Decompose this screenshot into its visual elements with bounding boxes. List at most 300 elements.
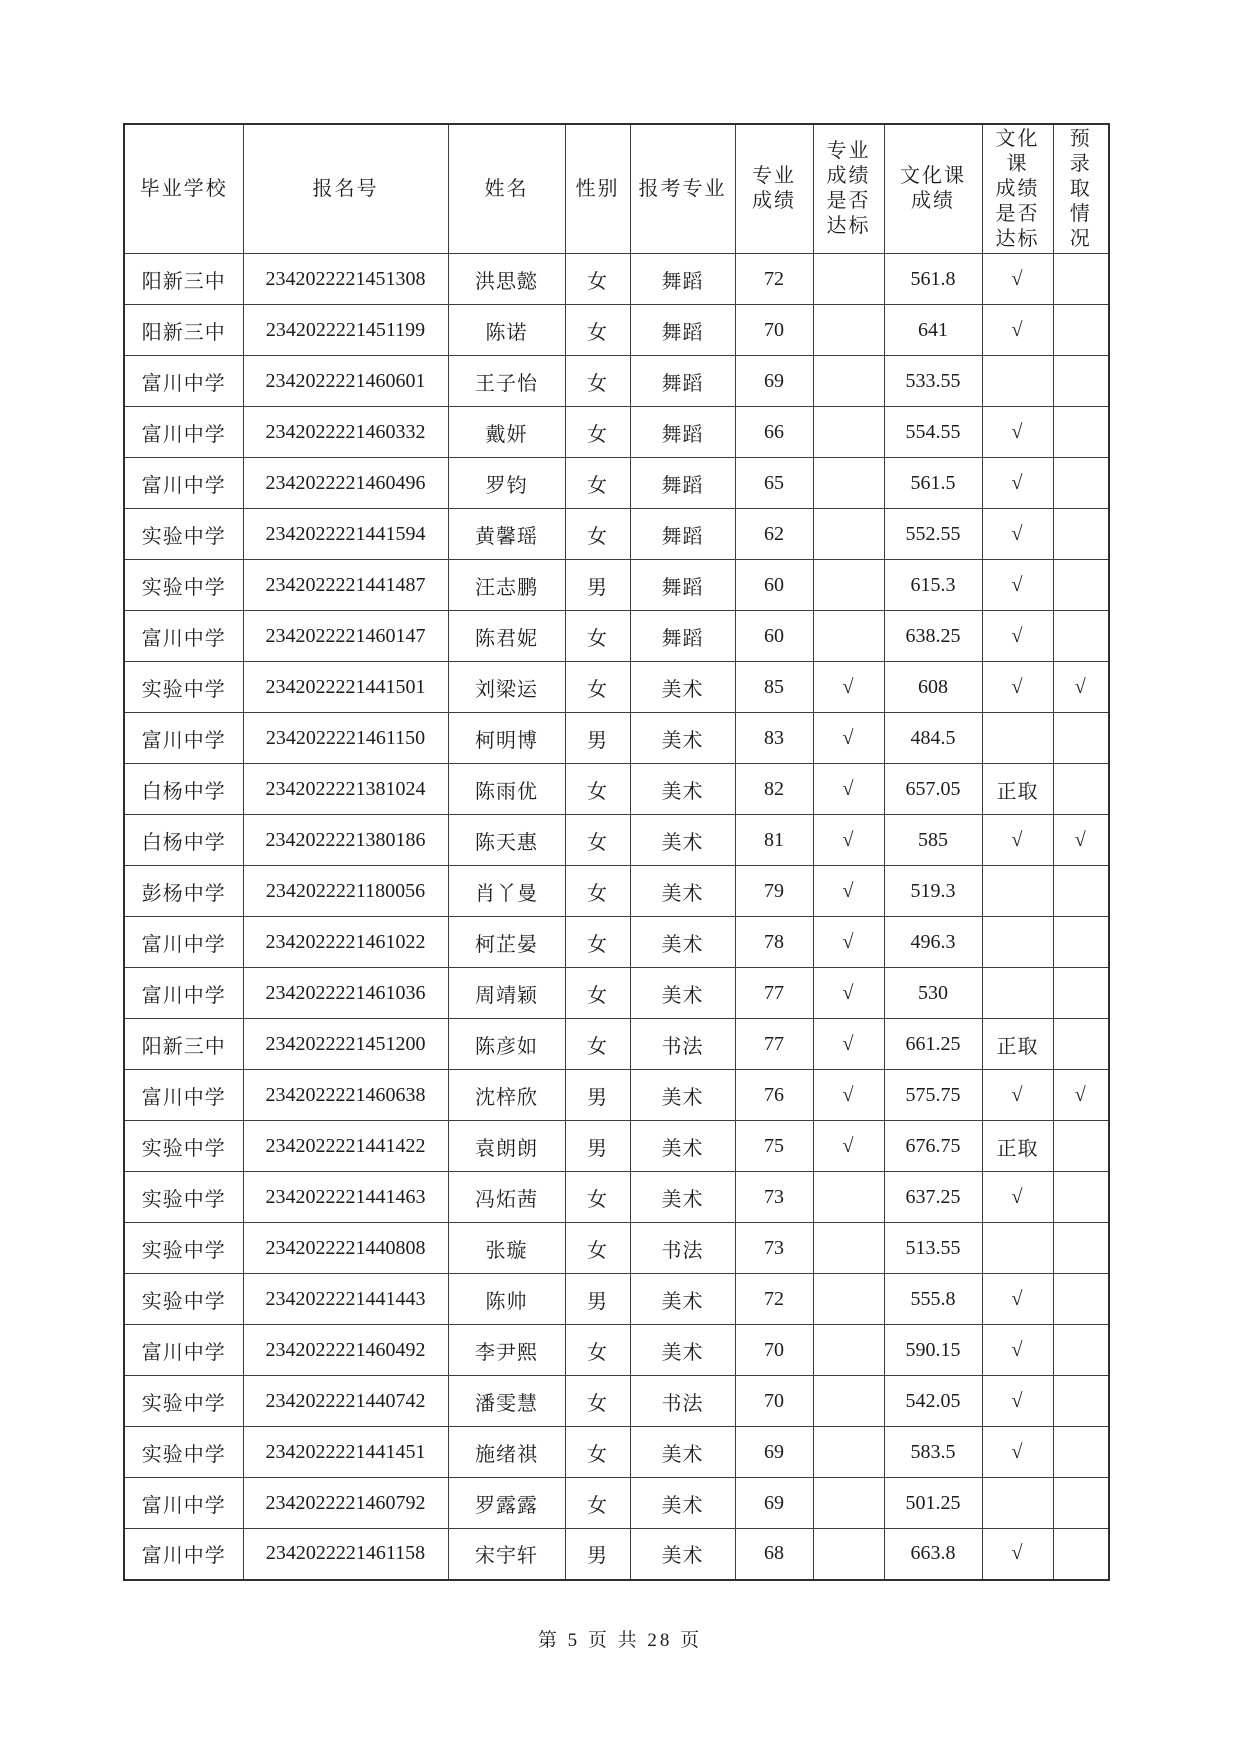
cell-major-pass: √ bbox=[813, 1121, 884, 1172]
cell-school: 阳新三中 bbox=[124, 1019, 243, 1070]
cell-major: 美术 bbox=[630, 1529, 735, 1580]
cell-reg-no: 2342022221460601 bbox=[243, 356, 448, 407]
cell-reg-no: 2342022221441443 bbox=[243, 1274, 448, 1325]
cell-school: 实验中学 bbox=[124, 1376, 243, 1427]
cell-gender: 女 bbox=[565, 764, 630, 815]
cell-culture-score: 530 bbox=[884, 968, 982, 1019]
cell-major-score: 70 bbox=[735, 305, 813, 356]
cell-major-score: 73 bbox=[735, 1223, 813, 1274]
cell-reg-no: 2342022221381024 bbox=[243, 764, 448, 815]
cell-culture-pass: √ bbox=[982, 1172, 1053, 1223]
score-table bbox=[123, 123, 1110, 1581]
header-school: 毕业学校 bbox=[124, 124, 243, 254]
cell-major-score: 76 bbox=[735, 1070, 813, 1121]
cell-school: 富川中学 bbox=[124, 407, 243, 458]
cell-culture-pass: √ bbox=[982, 458, 1053, 509]
cell-name: 冯炻茜 bbox=[448, 1172, 565, 1223]
cell-gender: 女 bbox=[565, 1427, 630, 1478]
cell-culture-pass: √ bbox=[982, 560, 1053, 611]
cell-gender: 女 bbox=[565, 1172, 630, 1223]
cell-major-pass bbox=[813, 560, 884, 611]
cell-culture-score: 555.8 bbox=[884, 1274, 982, 1325]
cell-culture-score: 663.8 bbox=[884, 1529, 982, 1580]
table-row bbox=[124, 1274, 1109, 1325]
cell-culture-pass: √ bbox=[982, 254, 1053, 305]
cell-major-score: 65 bbox=[735, 458, 813, 509]
cell-name: 戴妍 bbox=[448, 407, 565, 458]
cell-school: 实验中学 bbox=[124, 1427, 243, 1478]
cell-major-pass: √ bbox=[813, 815, 884, 866]
cell-reg-no: 2342022221461022 bbox=[243, 917, 448, 968]
cell-culture-pass: 正取 bbox=[982, 764, 1053, 815]
cell-reg-no: 2342022221441451 bbox=[243, 1427, 448, 1478]
cell-gender: 男 bbox=[565, 1070, 630, 1121]
cell-major-pass bbox=[813, 509, 884, 560]
cell-name: 罗露露 bbox=[448, 1478, 565, 1529]
cell-major: 舞蹈 bbox=[630, 407, 735, 458]
cell-reg-no: 2342022221441594 bbox=[243, 509, 448, 560]
cell-culture-pass: √ bbox=[982, 611, 1053, 662]
cell-reg-no: 2342022221460332 bbox=[243, 407, 448, 458]
cell-major-pass: √ bbox=[813, 917, 884, 968]
cell-major-pass bbox=[813, 1172, 884, 1223]
cell-gender: 女 bbox=[565, 1223, 630, 1274]
table-row bbox=[124, 662, 1109, 713]
cell-culture-pass: √ bbox=[982, 509, 1053, 560]
cell-name: 陈君妮 bbox=[448, 611, 565, 662]
cell-gender: 女 bbox=[565, 254, 630, 305]
header-major: 报考专业 bbox=[630, 124, 735, 254]
cell-reg-no: 2342022221461158 bbox=[243, 1529, 448, 1580]
cell-culture-pass: √ bbox=[982, 1070, 1053, 1121]
cell-gender: 女 bbox=[565, 815, 630, 866]
cell-culture-score: 585 bbox=[884, 815, 982, 866]
cell-reg-no: 2342022221441422 bbox=[243, 1121, 448, 1172]
cell-admission bbox=[1053, 1172, 1109, 1223]
cell-name: 柯芷晏 bbox=[448, 917, 565, 968]
table-row bbox=[124, 866, 1109, 917]
cell-culture-score: 533.55 bbox=[884, 356, 982, 407]
cell-school: 阳新三中 bbox=[124, 254, 243, 305]
cell-major-score: 60 bbox=[735, 560, 813, 611]
cell-admission bbox=[1053, 1274, 1109, 1325]
table-row bbox=[124, 1529, 1109, 1580]
cell-admission bbox=[1053, 305, 1109, 356]
cell-gender: 女 bbox=[565, 509, 630, 560]
cell-school: 富川中学 bbox=[124, 1325, 243, 1376]
cell-culture-pass bbox=[982, 713, 1053, 764]
cell-school: 富川中学 bbox=[124, 1478, 243, 1529]
cell-reg-no: 2342022221441501 bbox=[243, 662, 448, 713]
cell-gender: 女 bbox=[565, 866, 630, 917]
cell-culture-pass: √ bbox=[982, 1427, 1053, 1478]
cell-name: 周靖颖 bbox=[448, 968, 565, 1019]
cell-school: 富川中学 bbox=[124, 713, 243, 764]
cell-major-score: 73 bbox=[735, 1172, 813, 1223]
cell-culture-score: 513.55 bbox=[884, 1223, 982, 1274]
cell-major-score: 83 bbox=[735, 713, 813, 764]
cell-major-pass bbox=[813, 1529, 884, 1580]
cell-gender: 男 bbox=[565, 560, 630, 611]
table-row bbox=[124, 968, 1109, 1019]
cell-school: 富川中学 bbox=[124, 458, 243, 509]
cell-reg-no: 2342022221460496 bbox=[243, 458, 448, 509]
cell-admission bbox=[1053, 1529, 1109, 1580]
header-major-pass: 专业 成绩 是否 达标 bbox=[813, 124, 884, 254]
cell-major: 舞蹈 bbox=[630, 305, 735, 356]
table-row bbox=[124, 917, 1109, 968]
table-row bbox=[124, 509, 1109, 560]
cell-name: 沈梓欣 bbox=[448, 1070, 565, 1121]
cell-culture-score: 661.25 bbox=[884, 1019, 982, 1070]
cell-name: 李尹熙 bbox=[448, 1325, 565, 1376]
cell-major: 美术 bbox=[630, 1427, 735, 1478]
cell-major-score: 70 bbox=[735, 1325, 813, 1376]
cell-admission bbox=[1053, 1325, 1109, 1376]
cell-reg-no: 2342022221460792 bbox=[243, 1478, 448, 1529]
cell-major-pass: √ bbox=[813, 662, 884, 713]
cell-major-pass: √ bbox=[813, 764, 884, 815]
cell-culture-pass: 正取 bbox=[982, 1019, 1053, 1070]
cell-admission bbox=[1053, 1223, 1109, 1274]
cell-name: 肖丫曼 bbox=[448, 866, 565, 917]
cell-name: 施绪祺 bbox=[448, 1427, 565, 1478]
cell-name: 陈天惠 bbox=[448, 815, 565, 866]
cell-admission bbox=[1053, 509, 1109, 560]
cell-name: 陈彦如 bbox=[448, 1019, 565, 1070]
cell-major-score: 69 bbox=[735, 356, 813, 407]
table-row bbox=[124, 815, 1109, 866]
table-row bbox=[124, 764, 1109, 815]
cell-gender: 女 bbox=[565, 1019, 630, 1070]
cell-reg-no: 2342022221180056 bbox=[243, 866, 448, 917]
cell-major-score: 69 bbox=[735, 1478, 813, 1529]
cell-admission: √ bbox=[1053, 815, 1109, 866]
cell-culture-pass bbox=[982, 968, 1053, 1019]
cell-culture-score: 561.8 bbox=[884, 254, 982, 305]
header-culture-score: 文化课 成绩 bbox=[884, 124, 982, 254]
cell-major: 美术 bbox=[630, 662, 735, 713]
cell-reg-no: 2342022221440742 bbox=[243, 1376, 448, 1427]
cell-admission bbox=[1053, 1121, 1109, 1172]
cell-name: 宋宇轩 bbox=[448, 1529, 565, 1580]
cell-major: 舞蹈 bbox=[630, 560, 735, 611]
cell-name: 潘雯慧 bbox=[448, 1376, 565, 1427]
cell-admission bbox=[1053, 458, 1109, 509]
cell-culture-score: 554.55 bbox=[884, 407, 982, 458]
header-row bbox=[124, 124, 1109, 254]
cell-school: 彭杨中学 bbox=[124, 866, 243, 917]
table-row bbox=[124, 560, 1109, 611]
cell-culture-pass bbox=[982, 1223, 1053, 1274]
cell-admission: √ bbox=[1053, 662, 1109, 713]
cell-major: 舞蹈 bbox=[630, 254, 735, 305]
cell-name: 刘梁运 bbox=[448, 662, 565, 713]
cell-gender: 女 bbox=[565, 662, 630, 713]
cell-culture-score: 575.75 bbox=[884, 1070, 982, 1121]
cell-school: 阳新三中 bbox=[124, 305, 243, 356]
cell-gender: 女 bbox=[565, 968, 630, 1019]
header-name: 姓名 bbox=[448, 124, 565, 254]
cell-major-score: 77 bbox=[735, 968, 813, 1019]
cell-major: 书法 bbox=[630, 1019, 735, 1070]
cell-admission bbox=[1053, 611, 1109, 662]
cell-gender: 女 bbox=[565, 1478, 630, 1529]
table-row bbox=[124, 407, 1109, 458]
cell-culture-score: 542.05 bbox=[884, 1376, 982, 1427]
cell-major-score: 70 bbox=[735, 1376, 813, 1427]
cell-major: 舞蹈 bbox=[630, 356, 735, 407]
cell-culture-score: 583.5 bbox=[884, 1427, 982, 1478]
table-body bbox=[124, 254, 1109, 1580]
cell-culture-pass bbox=[982, 356, 1053, 407]
cell-admission bbox=[1053, 560, 1109, 611]
cell-major-pass bbox=[813, 1478, 884, 1529]
cell-name: 陈诺 bbox=[448, 305, 565, 356]
cell-school: 实验中学 bbox=[124, 1274, 243, 1325]
cell-reg-no: 2342022221451199 bbox=[243, 305, 448, 356]
cell-culture-score: 641 bbox=[884, 305, 982, 356]
header-gender: 性别 bbox=[565, 124, 630, 254]
cell-gender: 女 bbox=[565, 917, 630, 968]
cell-major: 美术 bbox=[630, 1070, 735, 1121]
table-row bbox=[124, 1427, 1109, 1478]
cell-name: 王子怡 bbox=[448, 356, 565, 407]
cell-reg-no: 2342022221380186 bbox=[243, 815, 448, 866]
cell-major-pass: √ bbox=[813, 968, 884, 1019]
cell-admission bbox=[1053, 1019, 1109, 1070]
cell-name: 陈帅 bbox=[448, 1274, 565, 1325]
cell-reg-no: 2342022221460492 bbox=[243, 1325, 448, 1376]
table-row bbox=[124, 254, 1109, 305]
cell-culture-pass: √ bbox=[982, 662, 1053, 713]
cell-major: 美术 bbox=[630, 815, 735, 866]
cell-major-pass bbox=[813, 356, 884, 407]
cell-school: 实验中学 bbox=[124, 1223, 243, 1274]
cell-school: 实验中学 bbox=[124, 1121, 243, 1172]
cell-major: 美术 bbox=[630, 968, 735, 1019]
cell-school: 实验中学 bbox=[124, 509, 243, 560]
cell-school: 富川中学 bbox=[124, 917, 243, 968]
cell-major-score: 69 bbox=[735, 1427, 813, 1478]
cell-culture-score: 590.15 bbox=[884, 1325, 982, 1376]
cell-major-pass: √ bbox=[813, 866, 884, 917]
cell-reg-no: 2342022221451200 bbox=[243, 1019, 448, 1070]
table-row bbox=[124, 1223, 1109, 1274]
cell-culture-pass: √ bbox=[982, 305, 1053, 356]
cell-name: 汪志鹏 bbox=[448, 560, 565, 611]
cell-name: 张璇 bbox=[448, 1223, 565, 1274]
cell-major-pass: √ bbox=[813, 1019, 884, 1070]
cell-name: 洪思懿 bbox=[448, 254, 565, 305]
cell-gender: 男 bbox=[565, 1274, 630, 1325]
cell-major-score: 82 bbox=[735, 764, 813, 815]
cell-admission bbox=[1053, 356, 1109, 407]
cell-major-pass bbox=[813, 305, 884, 356]
cell-culture-pass bbox=[982, 866, 1053, 917]
table-row bbox=[124, 1019, 1109, 1070]
cell-gender: 男 bbox=[565, 713, 630, 764]
cell-school: 白杨中学 bbox=[124, 815, 243, 866]
cell-culture-score: 561.5 bbox=[884, 458, 982, 509]
table-row bbox=[124, 1376, 1109, 1427]
cell-culture-score: 657.05 bbox=[884, 764, 982, 815]
cell-major: 书法 bbox=[630, 1223, 735, 1274]
cell-culture-score: 638.25 bbox=[884, 611, 982, 662]
header-culture-pass: 文化 课 成绩 是否 达标 bbox=[982, 124, 1053, 254]
cell-gender: 女 bbox=[565, 1376, 630, 1427]
cell-major: 舞蹈 bbox=[630, 509, 735, 560]
cell-school: 富川中学 bbox=[124, 611, 243, 662]
cell-major-score: 75 bbox=[735, 1121, 813, 1172]
cell-culture-score: 501.25 bbox=[884, 1478, 982, 1529]
header-major-score: 专业 成绩 bbox=[735, 124, 813, 254]
cell-culture-pass: √ bbox=[982, 1529, 1053, 1580]
cell-major-pass bbox=[813, 611, 884, 662]
cell-admission bbox=[1053, 968, 1109, 1019]
cell-school: 实验中学 bbox=[124, 662, 243, 713]
table-row bbox=[124, 1478, 1109, 1529]
cell-admission bbox=[1053, 764, 1109, 815]
cell-culture-pass: 正取 bbox=[982, 1121, 1053, 1172]
cell-school: 富川中学 bbox=[124, 968, 243, 1019]
cell-major: 美术 bbox=[630, 866, 735, 917]
cell-major-pass bbox=[813, 1274, 884, 1325]
cell-admission: √ bbox=[1053, 1070, 1109, 1121]
cell-culture-pass: √ bbox=[982, 1376, 1053, 1427]
table-row bbox=[124, 458, 1109, 509]
table-row bbox=[124, 305, 1109, 356]
cell-major-pass bbox=[813, 1223, 884, 1274]
cell-gender: 女 bbox=[565, 1325, 630, 1376]
table-row bbox=[124, 1325, 1109, 1376]
cell-major: 美术 bbox=[630, 1172, 735, 1223]
table-header bbox=[124, 124, 1109, 254]
cell-major: 美术 bbox=[630, 1325, 735, 1376]
table-row bbox=[124, 1172, 1109, 1223]
cell-school: 富川中学 bbox=[124, 1529, 243, 1580]
cell-reg-no: 2342022221460147 bbox=[243, 611, 448, 662]
cell-culture-score: 484.5 bbox=[884, 713, 982, 764]
cell-gender: 男 bbox=[565, 1529, 630, 1580]
page-footer: 第 5 页 共 28 页 bbox=[537, 1630, 703, 1651]
cell-admission bbox=[1053, 407, 1109, 458]
cell-gender: 女 bbox=[565, 407, 630, 458]
cell-school: 富川中学 bbox=[124, 1070, 243, 1121]
cell-culture-score: 676.75 bbox=[884, 1121, 982, 1172]
cell-major-score: 68 bbox=[735, 1529, 813, 1580]
cell-major-score: 77 bbox=[735, 1019, 813, 1070]
cell-major-score: 72 bbox=[735, 1274, 813, 1325]
cell-reg-no: 2342022221461036 bbox=[243, 968, 448, 1019]
cell-major-score: 66 bbox=[735, 407, 813, 458]
cell-gender: 男 bbox=[565, 1121, 630, 1172]
cell-major: 舞蹈 bbox=[630, 611, 735, 662]
cell-school: 实验中学 bbox=[124, 1172, 243, 1223]
cell-culture-score: 615.3 bbox=[884, 560, 982, 611]
cell-reg-no: 2342022221440808 bbox=[243, 1223, 448, 1274]
cell-major-pass bbox=[813, 1427, 884, 1478]
cell-gender: 女 bbox=[565, 356, 630, 407]
header-admission: 预 录 取 情 况 bbox=[1053, 124, 1109, 254]
cell-major-score: 72 bbox=[735, 254, 813, 305]
cell-gender: 女 bbox=[565, 611, 630, 662]
cell-culture-score: 608 bbox=[884, 662, 982, 713]
cell-admission bbox=[1053, 1376, 1109, 1427]
cell-major-pass bbox=[813, 458, 884, 509]
cell-name: 黄馨瑶 bbox=[448, 509, 565, 560]
cell-major: 美术 bbox=[630, 713, 735, 764]
cell-major: 舞蹈 bbox=[630, 458, 735, 509]
cell-major: 美术 bbox=[630, 764, 735, 815]
cell-major: 美术 bbox=[630, 1478, 735, 1529]
cell-major: 美术 bbox=[630, 917, 735, 968]
cell-name: 柯明博 bbox=[448, 713, 565, 764]
cell-school: 富川中学 bbox=[124, 356, 243, 407]
cell-major-score: 81 bbox=[735, 815, 813, 866]
cell-culture-pass: √ bbox=[982, 407, 1053, 458]
cell-major-score: 62 bbox=[735, 509, 813, 560]
table-row bbox=[124, 611, 1109, 662]
cell-culture-pass: √ bbox=[982, 815, 1053, 866]
cell-culture-pass: √ bbox=[982, 1274, 1053, 1325]
cell-major-score: 85 bbox=[735, 662, 813, 713]
cell-culture-score: 496.3 bbox=[884, 917, 982, 968]
cell-reg-no: 2342022221461150 bbox=[243, 713, 448, 764]
cell-culture-score: 637.25 bbox=[884, 1172, 982, 1223]
table-row bbox=[124, 356, 1109, 407]
cell-reg-no: 2342022221441463 bbox=[243, 1172, 448, 1223]
cell-admission bbox=[1053, 254, 1109, 305]
cell-major: 美术 bbox=[630, 1121, 735, 1172]
cell-culture-pass: √ bbox=[982, 1325, 1053, 1376]
cell-school: 实验中学 bbox=[124, 560, 243, 611]
table-row bbox=[124, 1070, 1109, 1121]
cell-major-pass bbox=[813, 1325, 884, 1376]
cell-reg-no: 2342022221441487 bbox=[243, 560, 448, 611]
cell-culture-score: 552.55 bbox=[884, 509, 982, 560]
cell-major-pass bbox=[813, 254, 884, 305]
cell-major-score: 78 bbox=[735, 917, 813, 968]
header-reg-no: 报名号 bbox=[243, 124, 448, 254]
cell-culture-pass bbox=[982, 1478, 1053, 1529]
cell-culture-pass bbox=[982, 917, 1053, 968]
cell-name: 罗钧 bbox=[448, 458, 565, 509]
cell-major: 书法 bbox=[630, 1376, 735, 1427]
cell-school: 白杨中学 bbox=[124, 764, 243, 815]
table-row bbox=[124, 713, 1109, 764]
cell-culture-score: 519.3 bbox=[884, 866, 982, 917]
cell-major-pass: √ bbox=[813, 1070, 884, 1121]
cell-admission bbox=[1053, 866, 1109, 917]
cell-gender: 女 bbox=[565, 458, 630, 509]
cell-name: 袁朗朗 bbox=[448, 1121, 565, 1172]
cell-major-pass: √ bbox=[813, 713, 884, 764]
cell-major-pass bbox=[813, 407, 884, 458]
cell-gender: 女 bbox=[565, 305, 630, 356]
cell-major-score: 60 bbox=[735, 611, 813, 662]
cell-major: 美术 bbox=[630, 1274, 735, 1325]
cell-admission bbox=[1053, 1427, 1109, 1478]
cell-name: 陈雨优 bbox=[448, 764, 565, 815]
cell-admission bbox=[1053, 1478, 1109, 1529]
cell-admission bbox=[1053, 713, 1109, 764]
cell-major-score: 79 bbox=[735, 866, 813, 917]
cell-reg-no: 2342022221451308 bbox=[243, 254, 448, 305]
cell-admission bbox=[1053, 917, 1109, 968]
cell-major-pass bbox=[813, 1376, 884, 1427]
cell-reg-no: 2342022221460638 bbox=[243, 1070, 448, 1121]
